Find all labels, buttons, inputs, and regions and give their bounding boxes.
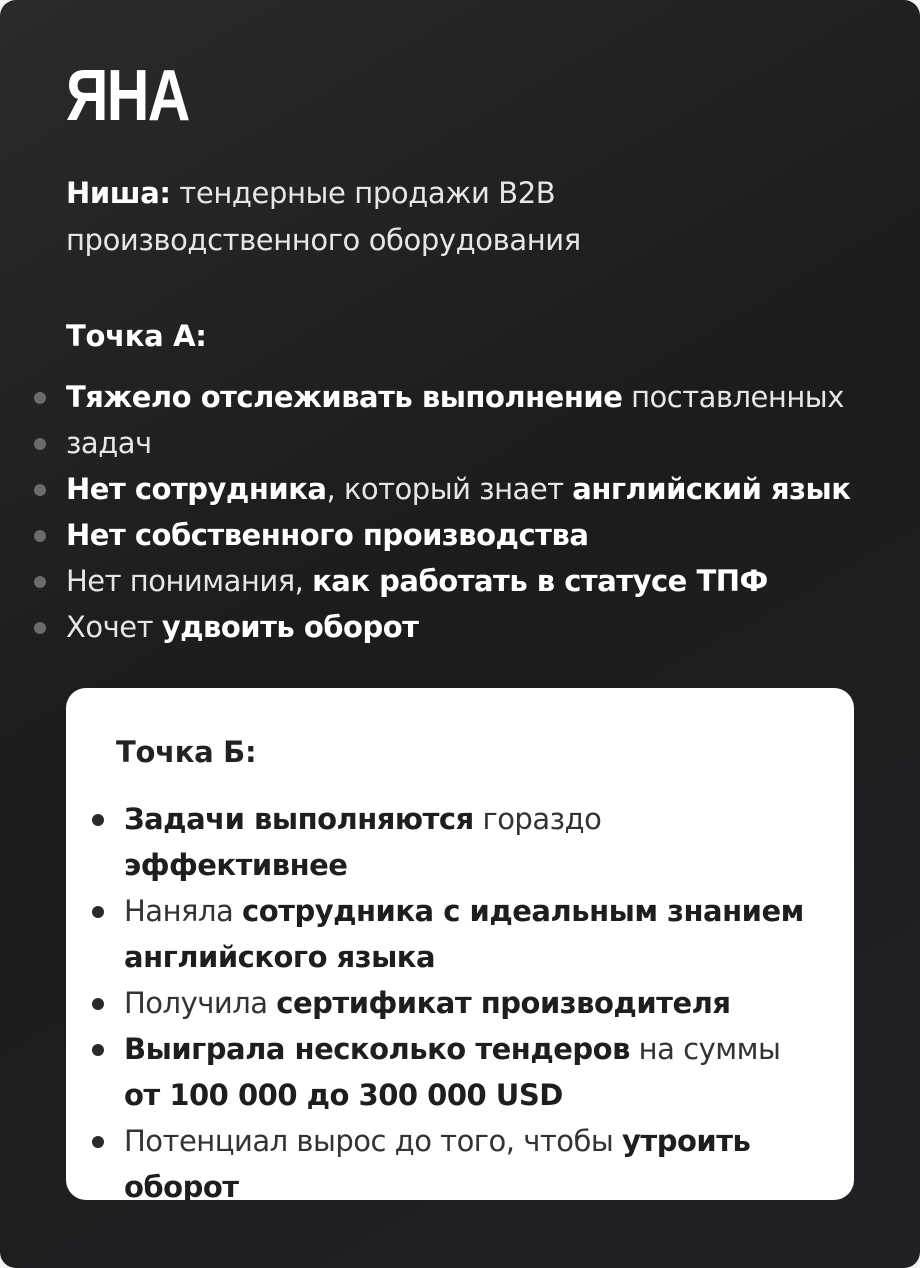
bullet-icon (92, 906, 104, 918)
point-b-item-text: Получила (124, 986, 277, 1020)
bullet-icon (92, 814, 104, 826)
point-a-item (66, 512, 886, 558)
point-a-item (66, 558, 886, 604)
bullet-icon (92, 1044, 104, 1056)
point-b-panel (66, 688, 854, 1204)
client-name: ЯНА (66, 56, 189, 136)
point-b-item-text: Наняла (124, 894, 243, 928)
point-a-title: Точка А: (66, 319, 207, 353)
point-b-title: Точка Б: (116, 735, 257, 769)
bullet-icon (92, 1136, 104, 1148)
point-b-item (124, 888, 824, 980)
point-a-item-text: поставленных задач (66, 380, 844, 460)
point-a-item-bold: как работать в статусе ТПФ (312, 564, 768, 598)
bullet-icon (34, 530, 46, 542)
bullet-icon (34, 438, 46, 450)
point-a-item (66, 466, 886, 512)
point-b-item-bold: утроить оборот (124, 1124, 751, 1204)
niche-text: тендерные продажи B2B производственного оборудования (66, 176, 581, 257)
point-b-item-bold: сертификат производителя (276, 986, 731, 1020)
point-b-item (124, 796, 824, 888)
point-a-item (66, 604, 886, 650)
point-a-item-bold: Тяжело отслеживать выполнение (66, 380, 623, 414)
point-a-list (66, 374, 886, 650)
point-a-item-text: Нет понимания, (66, 564, 313, 598)
point-b-item (124, 1118, 824, 1210)
point-b-item-bold: эффективнее (124, 848, 348, 882)
point-b-item-bold: Задачи выполняются (124, 802, 474, 836)
point-a-item (66, 374, 886, 466)
point-b-item (124, 980, 824, 1026)
point-a-item-bold: Нет сотрудника (66, 472, 327, 506)
bullet-icon (34, 576, 46, 588)
point-b-item-bold: от 100 000 до 300 000 USD (124, 1078, 563, 1112)
point-a-item-bold: английский язык (572, 472, 851, 506)
bullet-icon (34, 484, 46, 496)
point-a-item-bold: Нет собственного производства (66, 518, 589, 552)
niche-description (66, 170, 856, 264)
point-b-item-text: гораздо (473, 802, 602, 836)
point-b-list (124, 796, 824, 1210)
point-b-item-bold: Выиграла несколько тендеров (124, 1032, 630, 1066)
bullet-icon (34, 392, 46, 404)
point-a-item-text: , который знает (326, 472, 573, 506)
point-a-item-text: Хочет (66, 610, 162, 644)
point-a-item-bold: удвоить оборот (161, 610, 419, 644)
point-b-item (124, 1026, 824, 1118)
point-b-item-text: Потенциал вырос до того, чтобы (124, 1124, 622, 1158)
niche-label: Ниша: (66, 176, 171, 210)
bullet-icon (34, 622, 46, 634)
point-b-item-text: на суммы (629, 1032, 781, 1066)
bullet-icon (92, 998, 104, 1010)
point-b-item-bold: сотрудника с идеальным знанием английского языка (124, 894, 804, 974)
